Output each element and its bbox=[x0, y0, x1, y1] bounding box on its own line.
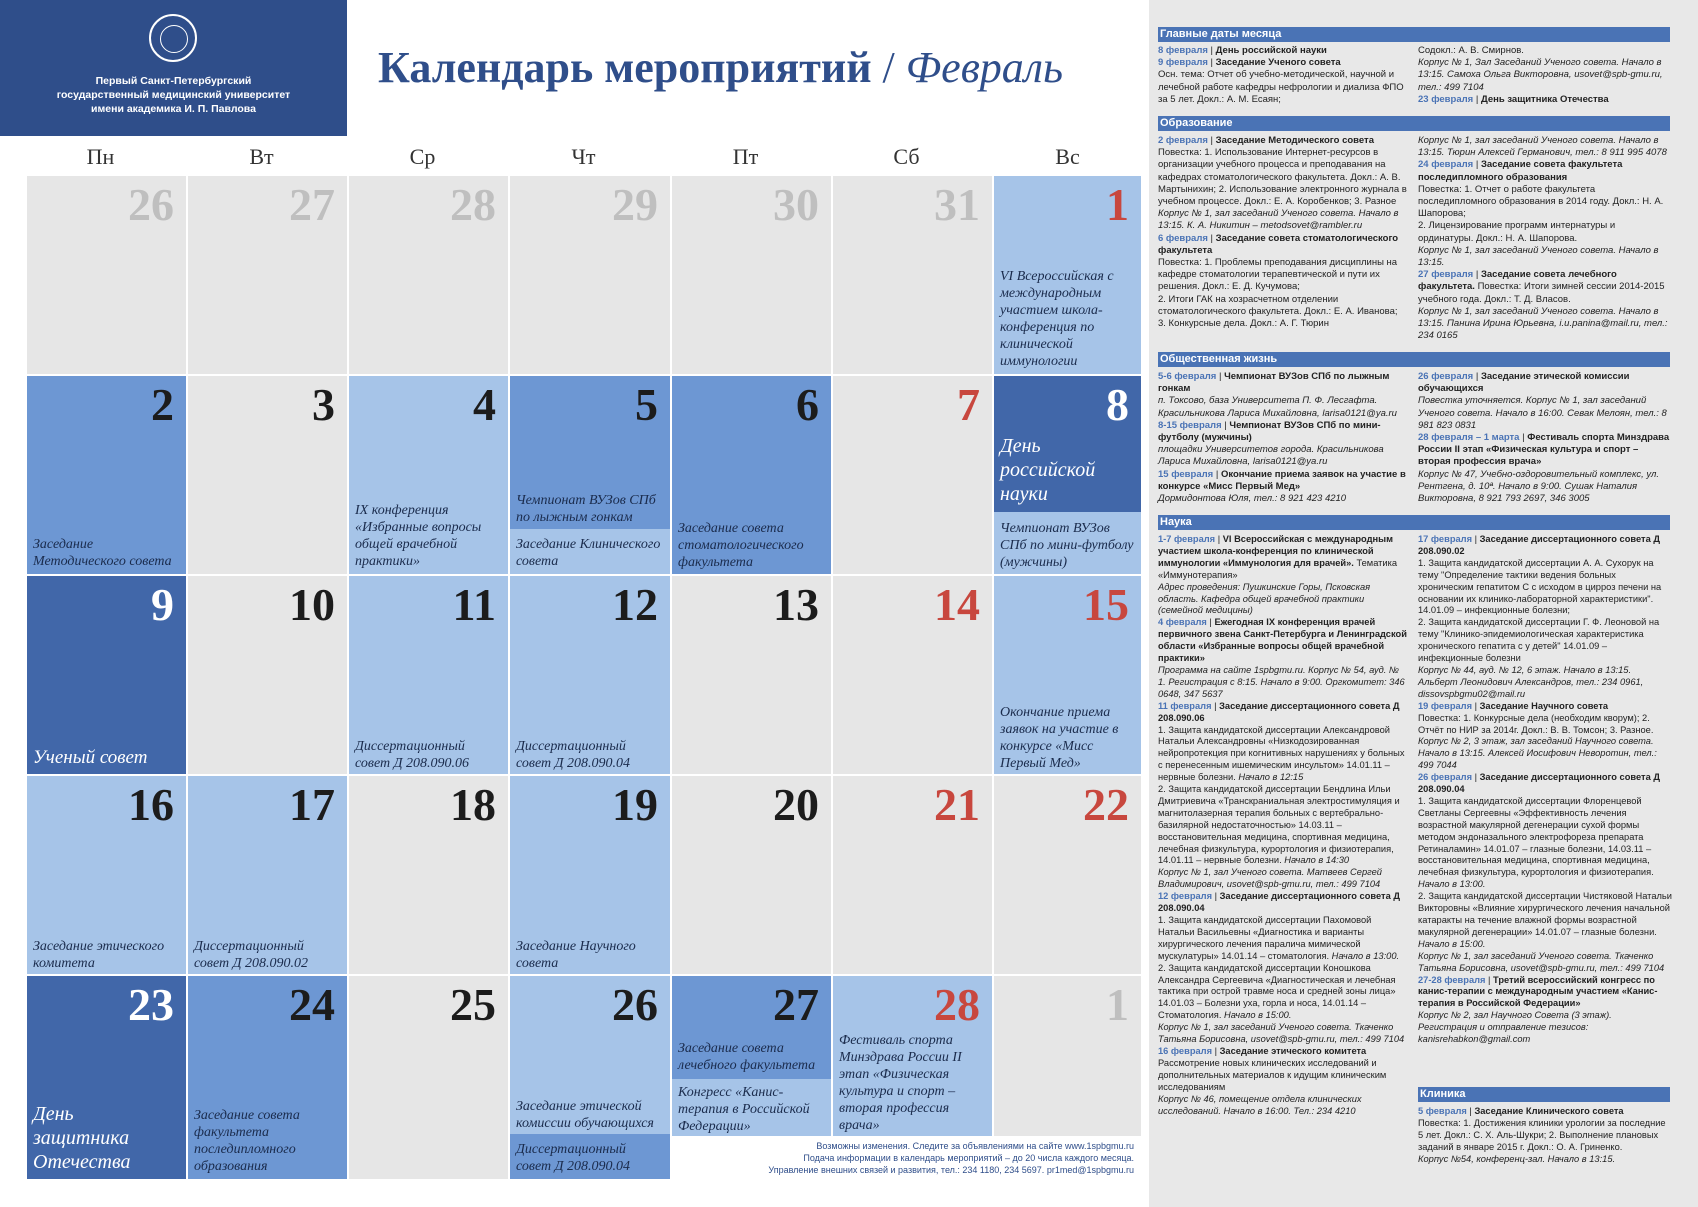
month-name: Февраль bbox=[905, 43, 1064, 92]
day-cell[interactable] bbox=[349, 776, 508, 974]
day-cell[interactable] bbox=[833, 376, 992, 574]
section-header-science: Наука bbox=[1158, 515, 1670, 530]
day-cell[interactable] bbox=[672, 976, 831, 1136]
weekday-wed: Ср bbox=[409, 144, 436, 169]
day-number: 17 bbox=[289, 779, 335, 830]
day-number: 26 bbox=[128, 179, 174, 230]
day-number: 10 bbox=[289, 579, 335, 630]
day-cell[interactable] bbox=[188, 776, 347, 974]
title-text: Календарь мероприятий bbox=[378, 43, 872, 92]
day-cell[interactable] bbox=[510, 176, 670, 374]
weekday-sun: Вс bbox=[1055, 144, 1080, 169]
event-label: Заседание Клинического совета bbox=[516, 537, 661, 569]
event-label: Заседание этического комитета bbox=[33, 939, 165, 971]
day-cell[interactable] bbox=[672, 176, 831, 374]
weekday-sat: Сб bbox=[893, 144, 920, 169]
day-cell[interactable] bbox=[510, 576, 670, 774]
day-cell[interactable] bbox=[27, 176, 186, 374]
event-label: VI Всероссийская с международным участием школа-конференция по клинической иммунологии bbox=[1000, 269, 1114, 369]
day-number: 12 bbox=[612, 579, 658, 630]
event-label: Заседание совета факультета последипломного образования bbox=[194, 1108, 300, 1174]
weekday-tue: Вт bbox=[249, 144, 274, 169]
weekday-mon: Пн bbox=[86, 144, 115, 169]
science-left: 1-7 февраля | VI Всероссийская с международным участием школа-конференция по клинической иммунологии «Иммунология для врачей». Тематика «Иммунотерапия» Адрес проведения: Пушкинские Горы, Псковская область. Кафедра общей врачебной практики (семейной медицины) 4 февраля | Ежегодная IX конференция врачей первичного звена Санкт-Петербурга и Ленинградской области «Избранные вопросы общей врачебной практики» Программа на сайте 1spbgmu.ru. Корпус № 54, ауд. № 1. Регистрация с 8:15. Начало в 9:00. Оргкомитет: 346 0648, 347 5637 11 февраля | Заседание диссертационного совета Д 208.090.06 1. Защита кандидатской диссертации Александровой Натальи Александровны «Низкодозированная нейропротекция при когнитивных нарушениях у больных с перенесенным ишемическим инсультом» 14.01.11 – нервные болезни. Начало в 12:15 2. Защита кандидатской диссертации Бендлина Ильи Дмитриевича «Транскраниальная электростимуляция и магнитолазерная терапия больных с вертебрально-базилярной недостаточностью» 14.03.11 – восстановительная медицина, спортивная медицина, лечебная физкультура, курортология и физиотерапия, 14.01.11 – нервные болезни. Начало в 14:30 Корпус № 1, зал Ученого совета. Матвеев Сергей Владимирович, usovet@spb-gmu.ru, тел.: 499 7104 12 февраля | Заседание диссертационного совета Д 208.090.04 1. Защита кандидатской диссертации Пахомовой Натальи Васильевны «Диагностика и варианты хирургического лечения паралича мимической мускулатуры» 14.01.14 – стоматология. Начало в 13:00. 2. Защита кандидатской диссертации Коношкова Александра Сергеевича «Диагностическая и лечебная тактика при острой травме носа и средней зоны лица» 14.01.03 – Болезни уха, горла и носа, 14.01.14 – Стоматология. Начало в 15:00. Корпус № 1, зал заседаний Ученого совета. Ткаченко Татьяна Борисовна, usovet@spb-gmu.ru, тел.: 499 7104 16 февраля | Заседание этического комитета Рассмотрение новых клинических исследований и дополнительных материалов к идущим клиническим исследованиям Корпус № 46, помещение отдела клинических исследований. Начало в 16:00. Тел.: 234 4210 bbox=[1158, 534, 1407, 1116]
event-label: Диссертационный совет Д 208.090.04 bbox=[516, 1142, 630, 1174]
page-title bbox=[378, 42, 1063, 93]
day-cell[interactable] bbox=[994, 176, 1141, 374]
science-right: 17 февраля | Заседание диссертационного совета Д 208.090.02 1. Защита кандидатской диссертации А. А. Сухорук на тему "Определение тактики ведения больных хроническим гепатитом С с исходом в цирроз печени на основании их клинико-лабораторной характеристики". 14.01.09 – инфекционные болезни; 2. Защита кандидатской диссертации Г. Ф. Леоновой на тему "Клинико-эпидемиологическая характеристика хронического гепатита с у детей" 14.01.09 – инфекционные болезни Корпус № 44, ауд. № 12, 6 этаж. Начало в 13:15. Альберт Леонидович Александров, тел.: 234 0961, dissovspbgmu02@mail.ru 19 февраля | Заседание Научного совета Повестка: 1. Конкурсные дела (необходим кворум); 2. Отчёт по НИР за 2014г. Докл.: В. В. Томсон; 3. Разное. Корпус № 2, 3 этаж, зал заседаний Научного совета. Начало в 13:15. Алексей Иосифович Неворотин, тел.: 499 7044 26 февраля | Заседание диссертационного совета Д 208.090.04 1. Защита кандидатской диссертации Флоренцевой Светланы Сергеевны «Эффективность лечения возрастной макулярной дегенерации сухой формы методом эндоназального электрофореза препарата Ретиналамин» 14.01.07 – глазные болезни, 14.03.11 – восстановительная медицина, спортивная медицина, лечебная физкультура, курортология и физиотерапия. Начало в 13:00. 2. Защита кандидатской диссертации Чистяковой Натальи Викторовны «Влияние хирургического лечения начальной катаракты на течение влажной формы возрастной макулярной дегенерации» 14.01.07 – глазные болезни. Начало в 15:00. Корпус № 1, зал заседаний Ученого совета. Ткаченко Татьяна Борисовна, usovet@spb-gmu.ru, тел.: 499 7104 27-28 февраля | Третий всероссийский конгресс по канис-терапии с международным участием «Канис-терапия в Российской Федерации» Корпус № 2, зал Научного Совета (3 этаж). Регистрация и отправление тезисов: kanisrehabkon@gmail.com bbox=[1418, 534, 1672, 1045]
day-number: 9 bbox=[151, 579, 174, 630]
day-number: 1 bbox=[1106, 979, 1129, 1030]
day-number: 28 bbox=[934, 979, 980, 1030]
day-cell[interactable] bbox=[27, 376, 186, 574]
education-right: Корпус № 1, зал заседаний Ученого совета. Начало в 13:15. Тюрин Алексей Германович, тел.: 8 911 995 4078 24 февраля | Заседание совета факультета последипломного образования Повестка: 1. Отчет о работе факультета последипломного образования в 2014 году. Докл.: Н. А. Шапорова; 2. Лицензирование программ интернатуры и ординатуры. Докл.: Н. А. Шапорова. Корпус № 1, зал заседаний Ученого совета. Начало в 13:15. 27 февраля | Заседание совета лечебного факультета. Повестка: Итоги зимней сессии 2014-2015 учебного года. Докл.: Т. Д. Власов. Корпус № 1, зал заседаний Ученого совета. Начало в 13:15. Панина Ирина Юрьевна, i.u.panina@mail.ru, тел.: 234 0165 bbox=[1418, 135, 1668, 342]
day-cell[interactable] bbox=[833, 176, 992, 374]
day-number: 30 bbox=[773, 179, 819, 230]
day-cell[interactable] bbox=[672, 776, 831, 974]
title-separator: / bbox=[882, 43, 895, 92]
education-left: 2 февраля | Заседание Методического совета Повестка: 1. Использование Интернет-ресурсов в организации учебного процесса и преподавания на кафедрах стоматологического факультета. Докл.: А. В. Мартынихин; 2. Использование электронного журнала в учебном процессе. Докл.: Е. А. Коробенков; 3. Разное Корпус № 1, зал заседаний Ученого совета. Начало в 13:15. К. А. Никитин – metodsovet@rambler.ru 6 февраля | Заседание совета стоматологического факультета Повестка: 1. Проблемы преподавания дисциплины на кафедре стоматологии терапевтической и пути их решения. Докл.: Е. Д. Кучумова; 2. Итоги ГАК на хозрасчетном отделении стоматологического факультета. Докл.: Е. А. Иванова; 3. Конкурсные дела. Докл.: А. Г. Тюрин bbox=[1158, 135, 1407, 330]
event-label: Конгресс «Канис-терапия в Российской Федерации» bbox=[678, 1085, 810, 1134]
weekday-thu: Чт bbox=[571, 144, 596, 169]
day-number: 27 bbox=[289, 179, 335, 230]
social-right: 26 февраля | Заседание этической комиссии обучающихся Повестка уточняется. Корпус № 1, зал заседаний Ученого совета. Начало в 16:00. Севак Мелоян, тел.: 8 981 823 0831 28 февраля – 1 марта | Фестиваль спорта Минздрава России II этап «Физическая культура и спорт – вторая профессия врача» Корпус № 47, Учебно-оздоровительный комплекс, ул. Рентгена, д. 10ª. Начало в 9:00. Сушак Наталия Викторовна, 8 921 793 2697, 346 3005 bbox=[1418, 371, 1670, 505]
day-cell[interactable] bbox=[510, 976, 670, 1179]
university-name-line: Первый Санкт-Петербургский bbox=[95, 75, 252, 87]
event-label: Окончание приема заявок на участие в конкурсе «Мисс Первый Мед» bbox=[1000, 705, 1119, 771]
day-cell[interactable] bbox=[188, 576, 347, 774]
day-number: 27 bbox=[773, 979, 819, 1030]
event-label: Фестиваль спорта Минздрава России II этап «Физическая культура и спорт – вторая профессия врача» bbox=[839, 1033, 962, 1133]
day-cell[interactable] bbox=[27, 976, 186, 1179]
event-label: Диссертационный совет Д 208.090.02 bbox=[194, 939, 308, 971]
day-number: 24 bbox=[289, 979, 335, 1030]
day-number: 8 bbox=[1106, 379, 1129, 430]
event-label: Заседание Научного совета bbox=[516, 939, 636, 971]
day-number: 31 bbox=[934, 179, 980, 230]
day-number: 3 bbox=[312, 379, 335, 430]
day-number: 23 bbox=[128, 979, 174, 1030]
day-cell[interactable] bbox=[27, 776, 186, 974]
day-number: 2 bbox=[151, 379, 174, 430]
day-cell[interactable] bbox=[994, 776, 1141, 974]
day-number: 22 bbox=[1083, 779, 1129, 830]
event-label: Заседание Методического совета bbox=[33, 537, 172, 569]
event-label: Заседание этической комиссии обучающихся bbox=[516, 1099, 654, 1131]
day-cell[interactable] bbox=[672, 376, 831, 574]
day-number: 7 bbox=[957, 379, 980, 430]
day-number: 28 bbox=[450, 179, 496, 230]
day-cell[interactable] bbox=[349, 376, 508, 574]
university-seal-icon bbox=[149, 14, 197, 62]
section-header-social: Общественная жизнь bbox=[1158, 352, 1670, 367]
day-cell[interactable] bbox=[188, 376, 347, 574]
event-label: IX конференция «Избранные вопросы общей врачебной практики» bbox=[355, 503, 482, 569]
weekday-fri: Пт bbox=[732, 144, 759, 169]
day-cell[interactable] bbox=[188, 976, 347, 1179]
footer-line: Управление внешних связей и развития, тел.: 234 1180, 234 5697. pr1med@1spbgmu.ru bbox=[768, 1165, 1134, 1175]
main-dates-right: Содокл.: А. В. Смирнов. Корпус № 1, Зал Заседаний Ученого совета. Начало в 13:15. Самоха Ольга Викторовна, usovet@spb-gmu.ru, тел.: 499 7104 23 февраля | День защитника Отечества bbox=[1418, 45, 1663, 105]
day-cell[interactable] bbox=[672, 576, 831, 774]
footer-note bbox=[764, 1140, 1134, 1176]
university-logo-block bbox=[0, 0, 347, 136]
main-dates-left: 8 февраля | День российской науки 9 февраля | Заседание Ученого совета Осн. тема: Отчет об учебно-методической, научной и лечебной работе кафедры нефрологии и диализа ФПО за 5 лет. Докл.: А. М. Есаян; bbox=[1158, 45, 1404, 105]
day-cell[interactable] bbox=[188, 176, 347, 374]
day-number: 26 bbox=[612, 979, 658, 1030]
day-cell[interactable] bbox=[833, 976, 992, 1136]
event-label: День защитника Отечества bbox=[33, 1103, 131, 1173]
day-number: 20 bbox=[773, 779, 819, 830]
day-number: 14 bbox=[934, 579, 980, 630]
day-cell[interactable] bbox=[27, 576, 186, 774]
day-number: 16 bbox=[128, 779, 174, 830]
day-number: 11 bbox=[452, 579, 496, 630]
day-cell[interactable] bbox=[510, 776, 670, 974]
day-cell[interactable] bbox=[994, 576, 1141, 774]
university-name-line: государственный медицинский университет bbox=[56, 89, 291, 101]
event-label: День российской науки bbox=[1000, 435, 1096, 505]
day-cell[interactable] bbox=[510, 376, 670, 574]
day-cell[interactable] bbox=[349, 176, 508, 374]
day-number: 5 bbox=[635, 379, 658, 430]
social-left: 5-6 февраля | Чемпионат ВУЗов СПб по лыжным гонкам п. Токсово, база Университета П. Ф. Лесгафта. Красильникова Лариса Михайловна, larisa0121@ya.ru 8-15 февраля | Чемпионат ВУЗов СПб по мини-футболу (мужчины) площадки Университетов города. Красильникова Лариса Михайловна, larisa0121@ya.ru 15 февраля | Окончание приема заявок на участие в конкурсе «Мисс Первый Мед» Дормидонтова Юля, тел.: 8 921 423 4210 bbox=[1158, 371, 1406, 505]
event-label: Заседание совета стоматологического факультета bbox=[678, 521, 804, 570]
day-number: 4 bbox=[473, 379, 496, 430]
university-name bbox=[0, 74, 347, 116]
day-number: 18 bbox=[450, 779, 496, 830]
day-number: 19 bbox=[612, 779, 658, 830]
day-number: 13 bbox=[773, 579, 819, 630]
event-label: Чемпионат ВУЗов СПб по мини-футболу (мужчины) bbox=[1000, 521, 1134, 570]
clinic-right: 5 февраля | Заседание Клинического совета Повестка: 1. Достижения клиники урологии за последние 5 лет. Докл.: С. Х. Аль-Шукри; 2. Выполнение плановых заданий в январе 2015 г. Докл.: О. А. Гриненко. Корпус №54, конференц-зал. Начало в 13:15. bbox=[1418, 1106, 1666, 1164]
footer-line: Подача информации в календарь мероприятий – до 20 числа каждого месяца. bbox=[803, 1153, 1134, 1163]
event-label: Заседание совета лечебного факультета bbox=[678, 1041, 816, 1073]
event-label: Диссертационный совет Д 208.090.06 bbox=[355, 739, 469, 771]
day-number: 6 bbox=[796, 379, 819, 430]
day-number: 21 bbox=[934, 779, 980, 830]
day-cell[interactable] bbox=[994, 976, 1141, 1136]
day-cell[interactable] bbox=[994, 376, 1141, 574]
university-name-line: имени академика И. П. Павлова bbox=[91, 103, 256, 115]
section-header-education: Образование bbox=[1158, 116, 1670, 131]
day-number: 25 bbox=[450, 979, 496, 1030]
event-label: Ученый совет bbox=[33, 747, 148, 768]
event-label: Чемпионат ВУЗов СПб по лыжным гонкам bbox=[516, 493, 656, 525]
footer-line: Возможны изменения. Следите за объявлениями на сайте www.1spbgmu.ru bbox=[816, 1141, 1134, 1151]
day-number: 15 bbox=[1083, 579, 1129, 630]
section-header-main-dates: Главные даты месяца bbox=[1158, 27, 1670, 42]
day-cell[interactable] bbox=[833, 576, 992, 774]
day-number: 1 bbox=[1106, 179, 1129, 230]
section-header-clinic: Клиника bbox=[1418, 1087, 1670, 1102]
event-label: Диссертационный совет Д 208.090.04 bbox=[516, 739, 630, 771]
day-number: 29 bbox=[612, 179, 658, 230]
day-cell[interactable] bbox=[349, 576, 508, 774]
day-cell[interactable] bbox=[349, 976, 508, 1179]
day-cell[interactable] bbox=[833, 776, 992, 974]
